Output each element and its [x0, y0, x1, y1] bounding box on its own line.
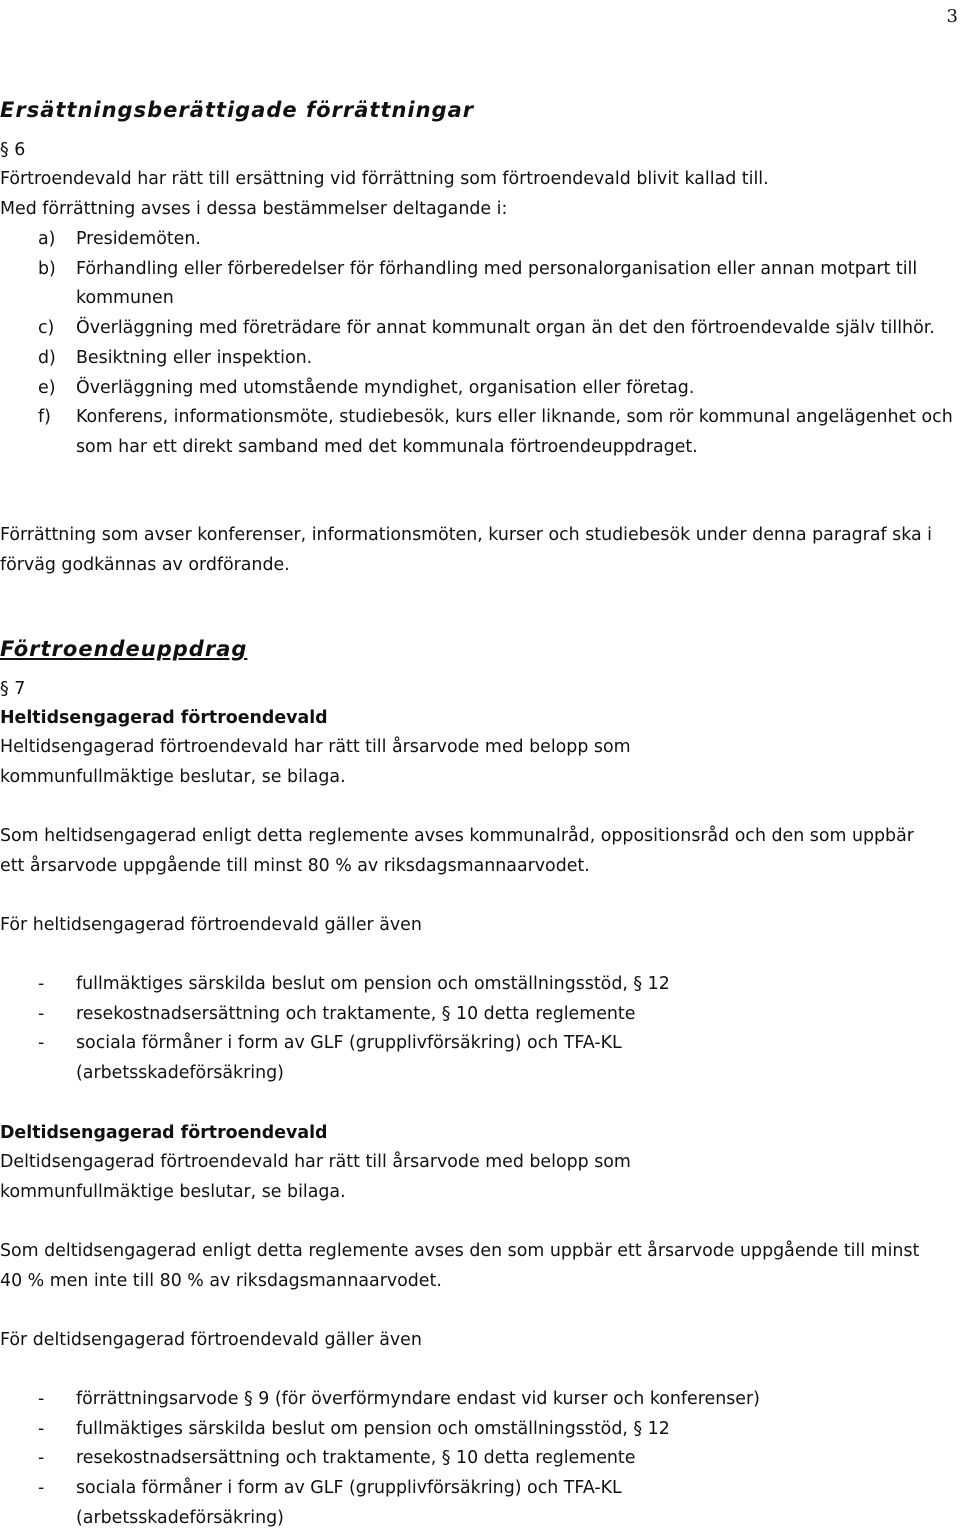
list-item-text: Besiktning eller inspektion.: [76, 347, 313, 368]
list-item-text: Konferens, informationsmöte, studiebesök, kurs eller liknande, som rör kommunal angelägenhet och som har ett direkt samband med det kommunala förtroendeuppdraget.: [76, 407, 953, 457]
deltid-title: Deltidsengagerad förtroendevald: [0, 1123, 328, 1143]
list-marker: b): [38, 258, 56, 279]
list-item: [0, 374, 956, 404]
heltid-paragraph-2: Som heltidsengagerad enligt detta reglemente avses kommunalråd, oppositionsråd och den som uppbär ett årsarvode uppgående till minst 80 % av riksdagsmannaarvodet.: [0, 826, 914, 876]
section-number-6: § 6: [0, 140, 26, 160]
heltid-title: Heltidsengagerad förtroendevald: [0, 708, 328, 728]
list-item-text: Förhandling eller förberedelser för förhandling med personalorganisation eller annan motpart till kommunen: [76, 258, 918, 309]
dash-marker: -: [38, 1418, 45, 1439]
dash-marker: -: [38, 1033, 45, 1054]
dash-marker: -: [38, 1448, 45, 1469]
dash-marker: -: [38, 1003, 45, 1024]
forrattning-list: [0, 225, 960, 463]
list-item-text: fullmäktiges särskilda beslut om pension och omställningsstöd, § 12: [76, 974, 670, 994]
list-marker: f): [38, 407, 51, 428]
list-item-text: förrättningsarvode § 9 (för överförmyndare endast vid kurser och konferenser): [76, 1389, 760, 1409]
deltid-paragraph-2: Som deltidsengagerad enligt detta reglemente avses den som uppbär ett årsarvode uppgående till minst 40 % men inte till 80 % av riksdagsmannaarvodet.: [0, 1241, 920, 1291]
list-item-text: fullmäktiges särskilda beslut om pension och omställningsstöd, § 12: [76, 1418, 670, 1439]
list-item: [0, 1029, 796, 1088]
deltid-paragraph-3: För deltidsengagerad förtroendevald gäller även: [0, 1330, 422, 1350]
list-item-text: Presidemöten.: [76, 229, 201, 249]
page-number: 3: [946, 6, 958, 27]
section-heading-fortroendeuppdrag: Förtroendeuppdrag: [0, 637, 248, 661]
list-marker: e): [38, 377, 56, 398]
dash-marker: -: [38, 1478, 45, 1499]
list-item: [0, 403, 956, 462]
list-item: [0, 1415, 956, 1445]
list-item-text: sociala förmåner i form av GLF (grupplivförsäkring) och TFA-KL (arbetsskadeförsäkring): [76, 1478, 622, 1528]
list-item-text: resekostnadsersättning och traktamente, § 10 detta reglemente: [76, 1448, 636, 1469]
list-item-text: resekostnadsersättning och traktamente, § 10 detta reglemente: [76, 1003, 636, 1024]
list-marker: c): [38, 318, 55, 339]
heltid-list: [0, 970, 960, 1089]
deltid-list: [0, 1385, 960, 1534]
closing-paragraph: Förrättning som avser konferenser, informationsmöten, kurser och studiebesök under denna paragraf ska i förväg godkännas av ordförande.: [0, 525, 932, 575]
section-number-7: § 7: [0, 679, 26, 699]
list-item: [0, 225, 956, 255]
list-marker: a): [38, 229, 56, 249]
deltid-paragraph-1: Deltidsengagerad förtroendevald har rätt till årsarvode med belopp som kommunfullmäktige beslutar, se bilaga.: [0, 1152, 631, 1202]
heltid-paragraph-1: Heltidsengagerad förtroendevald har rätt till årsarvode med belopp som kommunfullmäktige beslutar, se bilaga.: [0, 737, 631, 787]
list-item-text: sociala förmåner i form av GLF (grupplivförsäkring) och TFA-KL (arbetsskadeförsäkring): [76, 1033, 622, 1084]
list-item: [0, 1444, 956, 1474]
dash-marker: -: [38, 974, 45, 994]
list-item-text: Överläggning med företrädare för annat kommunalt organ än det den förtroendevalde själv tillhör.: [76, 318, 935, 339]
list-item-text: Överläggning med utomstående myndighet, organisation eller företag.: [76, 377, 695, 398]
intro-line-2: Med förrättning avses i dessa bestämmelser deltagande i:: [0, 199, 508, 219]
section-heading-ersattning: Ersättningsberättigade förrättningar: [0, 98, 475, 122]
list-item: [0, 1474, 796, 1533]
dash-marker: -: [38, 1389, 45, 1409]
list-item: [0, 1385, 956, 1415]
list-item: [0, 1000, 956, 1030]
list-item: [0, 970, 956, 1000]
list-item: [0, 314, 956, 344]
heltid-paragraph-3: För heltidsengagerad förtroendevald gäller även: [0, 915, 422, 935]
list-item: [0, 344, 956, 374]
intro-line-1: Förtroendevald har rätt till ersättning vid förrättning som förtroendevald blivit kallad till.: [0, 169, 769, 189]
list-marker: d): [38, 347, 56, 368]
list-item: [0, 255, 956, 314]
